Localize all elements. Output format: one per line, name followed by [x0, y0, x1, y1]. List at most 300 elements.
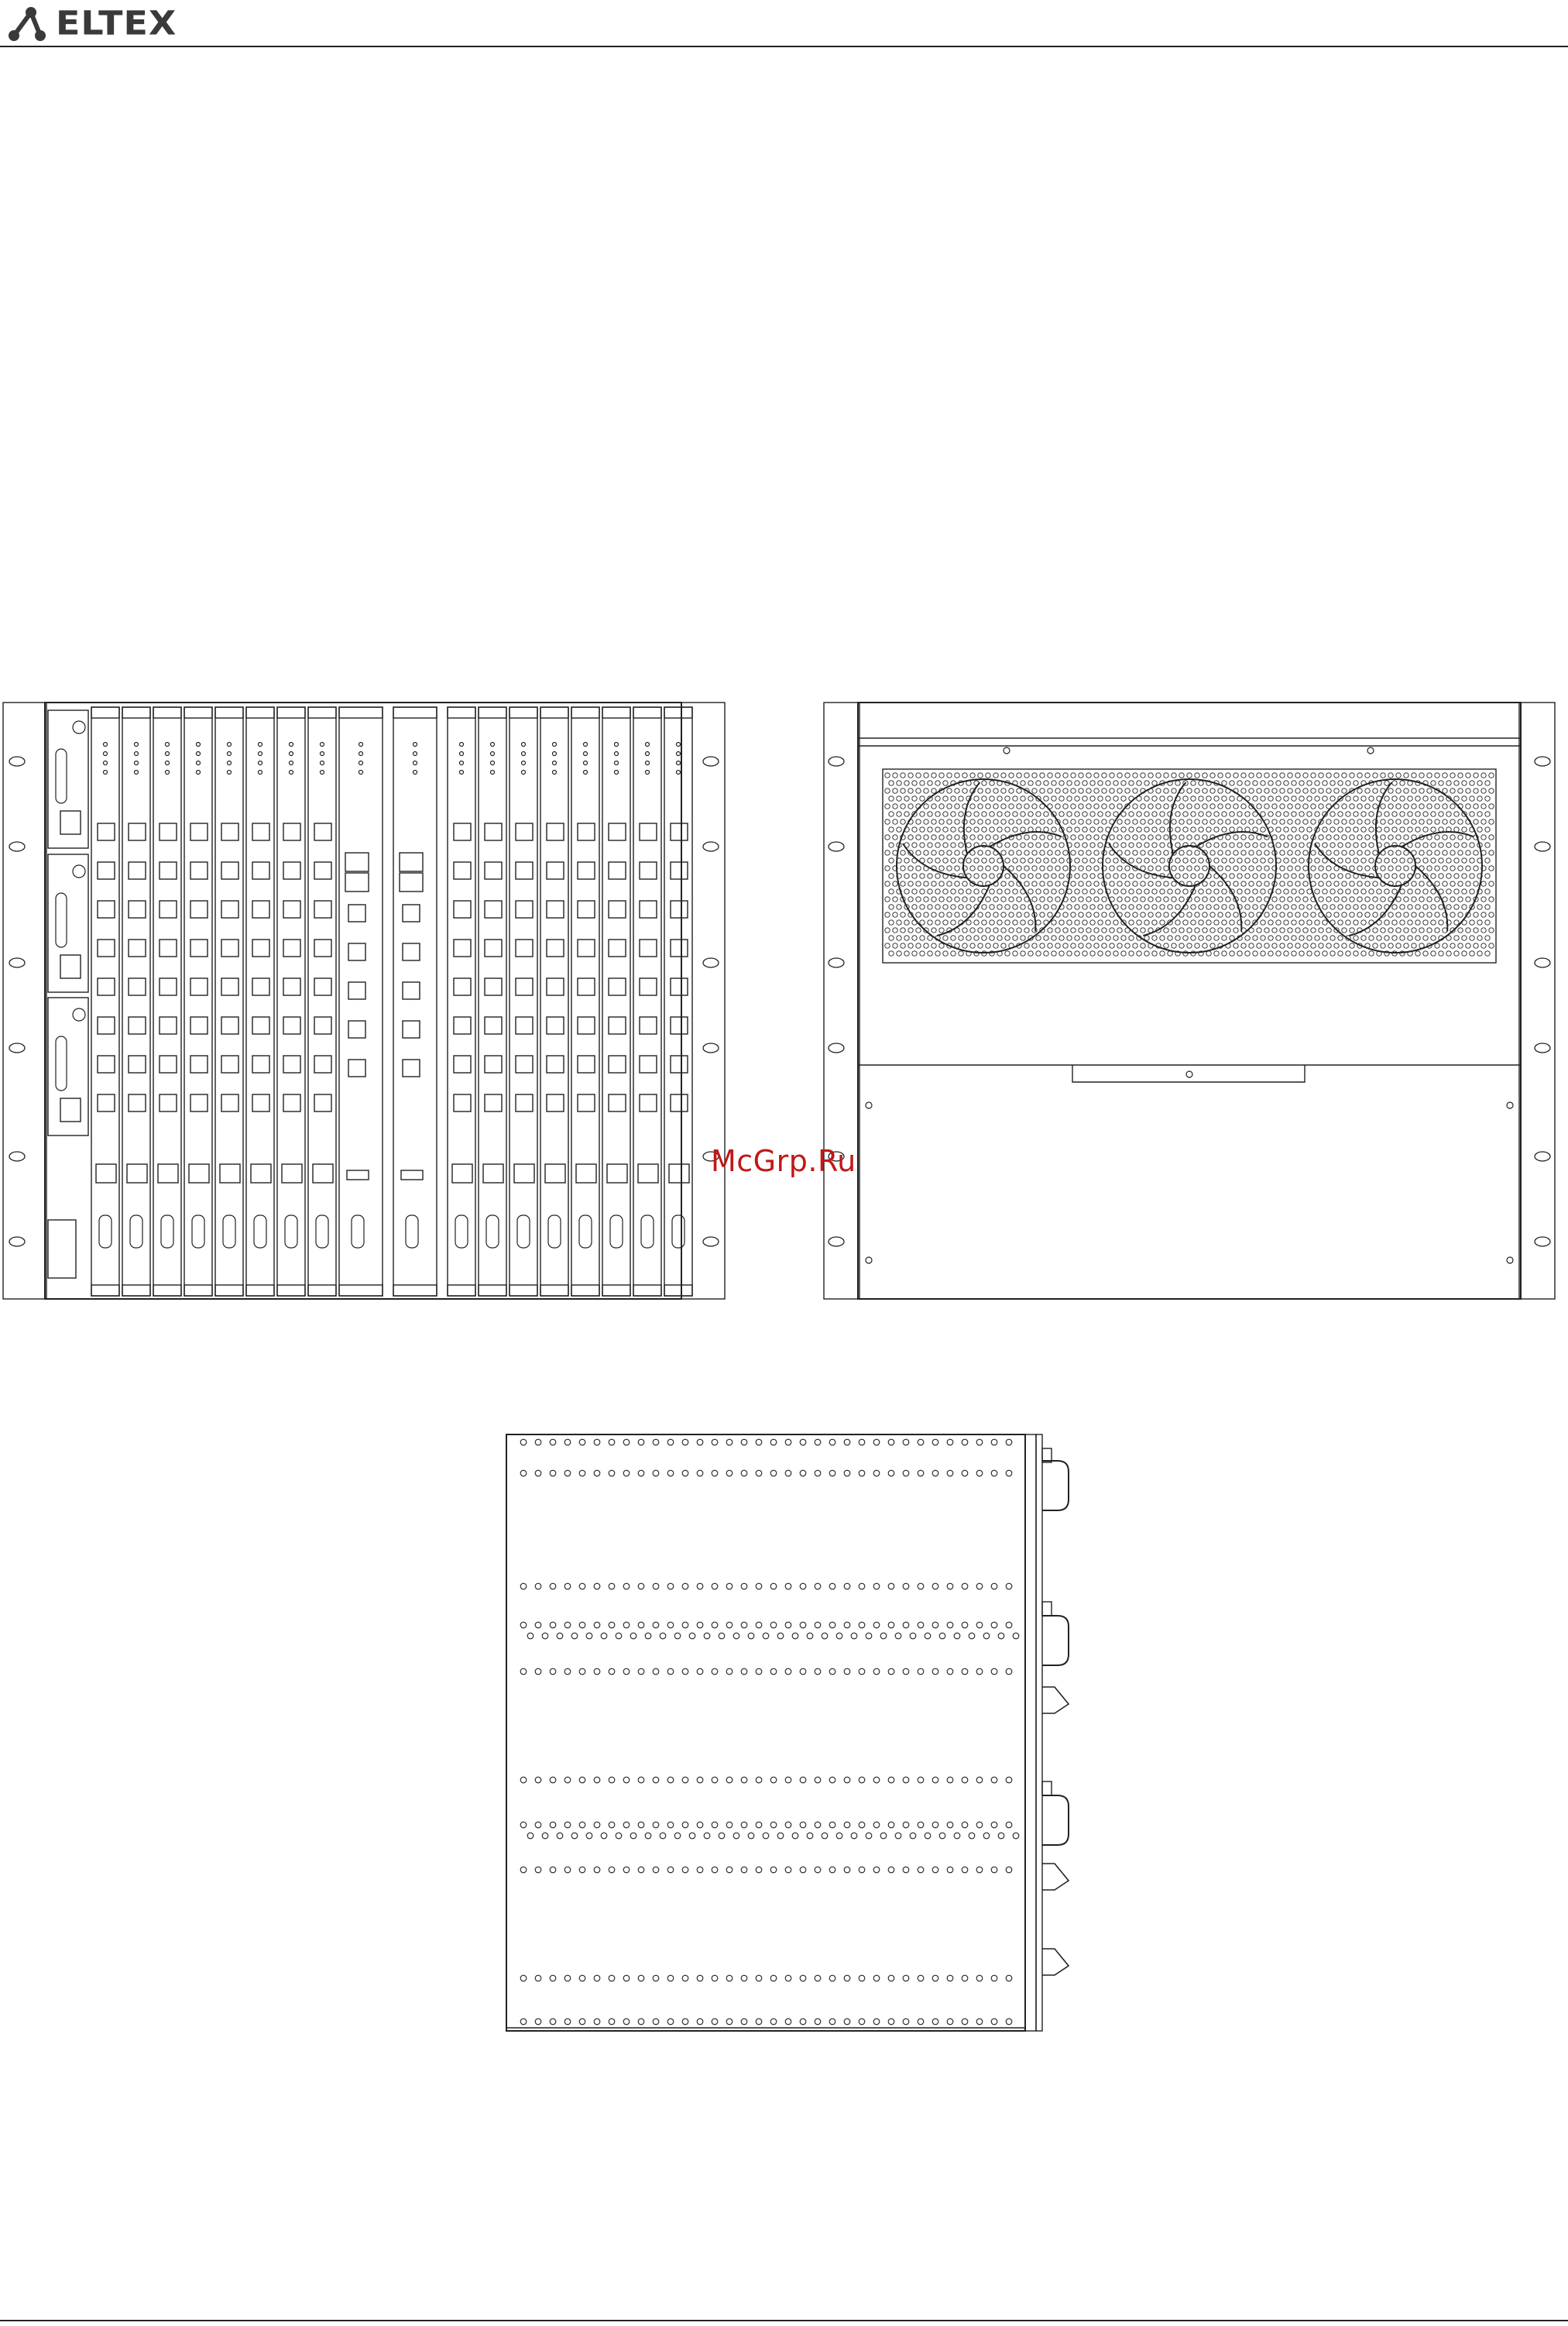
rj45-port — [160, 1056, 177, 1073]
rj45-port — [516, 901, 533, 918]
status-led — [522, 752, 526, 756]
line-card-slot — [153, 707, 181, 1296]
status-led — [228, 771, 232, 775]
card-latch-top — [510, 707, 537, 718]
card-latch-bottom — [339, 1285, 383, 1296]
rj45-port — [454, 901, 471, 918]
psu-connector — [60, 1098, 81, 1122]
status-led — [615, 761, 619, 765]
rj45-port — [314, 1094, 331, 1111]
rj45-port — [221, 978, 238, 995]
status-led — [584, 743, 588, 747]
status-led — [677, 752, 681, 756]
rj45-port — [129, 940, 146, 957]
rj45-port — [221, 1017, 238, 1034]
rj45-port — [160, 1094, 177, 1111]
mount-hole — [703, 757, 719, 766]
status-led — [615, 771, 619, 775]
rj45-port — [547, 823, 564, 840]
rj45-port — [485, 823, 502, 840]
card-latch-bottom — [664, 1285, 692, 1296]
psu-handle — [56, 749, 67, 803]
handle-low — [1042, 1795, 1069, 1845]
rj45-port — [252, 1017, 269, 1034]
vent-hole-row — [520, 1975, 1012, 1981]
serial-port — [579, 1215, 592, 1248]
side-view-svg — [503, 1431, 1076, 2036]
card-latch-bottom — [540, 1285, 568, 1296]
rj45-port — [640, 823, 657, 840]
status-led — [460, 752, 464, 756]
status-led — [413, 743, 417, 747]
fan-grille-holes — [885, 773, 1494, 956]
rj45-port — [454, 862, 471, 879]
eltex-logo-icon — [5, 5, 50, 42]
status-led — [135, 752, 139, 756]
header-divider — [0, 46, 1568, 47]
rj45-port — [485, 978, 502, 995]
rj45-port — [578, 901, 595, 918]
status-led — [677, 743, 681, 747]
rj45-port — [516, 1056, 533, 1073]
status-led — [321, 743, 324, 747]
card-latch-bottom — [479, 1285, 506, 1296]
card-latch-top — [479, 707, 506, 718]
rj45-port — [348, 943, 365, 960]
mount-hole — [1535, 1237, 1550, 1246]
card-latch-top — [339, 707, 383, 718]
status-led — [553, 752, 557, 756]
rj45-port — [547, 1094, 564, 1111]
rj45-port — [221, 940, 238, 957]
status-led — [259, 761, 262, 765]
status-led — [135, 771, 139, 775]
rj45-port — [314, 862, 331, 879]
mount-hole — [829, 1237, 844, 1246]
rj45-port — [454, 1056, 471, 1073]
status-led — [104, 761, 108, 765]
rj45-port — [485, 940, 502, 957]
psu-connector — [60, 811, 81, 834]
line-card-slot — [510, 707, 537, 1296]
mount-hole — [829, 842, 844, 851]
vent-hole-row — [520, 1470, 1012, 1476]
rj45-port — [547, 940, 564, 957]
card-latch-top — [393, 707, 437, 718]
line-card-slot — [393, 707, 437, 1296]
rj45-port — [314, 1056, 331, 1073]
card-latch-bottom — [571, 1285, 599, 1296]
status-led — [491, 771, 495, 775]
vent-hole-row — [520, 1822, 1019, 1839]
rj45-port — [252, 1056, 269, 1073]
right-rack-ear — [681, 703, 725, 1299]
mount-hole — [703, 842, 719, 851]
eltex-logo — [5, 5, 177, 42]
rj45-port — [485, 1056, 502, 1073]
status-led — [228, 752, 232, 756]
psu-handle — [56, 893, 67, 947]
rj45-port — [578, 862, 595, 879]
sfp-port — [345, 853, 369, 871]
status-led — [197, 743, 201, 747]
mgmt-port — [545, 1164, 565, 1183]
rj45-port — [485, 1017, 502, 1034]
rj45-port — [403, 1021, 420, 1038]
rj45-port — [403, 905, 420, 922]
usb-port — [401, 1170, 423, 1180]
rj45-port — [221, 901, 238, 918]
card-latch-bottom — [122, 1285, 150, 1296]
rj45-port — [160, 940, 177, 957]
card-latch-bottom — [602, 1285, 630, 1296]
status-led — [359, 761, 363, 765]
status-led — [615, 752, 619, 756]
status-led — [104, 743, 108, 747]
card-latch-top — [184, 707, 212, 718]
serial-port — [610, 1215, 623, 1248]
rear-screw — [1507, 1102, 1513, 1108]
status-led — [615, 743, 619, 747]
mount-hole — [1535, 1043, 1550, 1053]
mgmt-port — [127, 1164, 147, 1183]
vent-hole-row — [520, 1867, 1012, 1873]
rj45-port — [221, 1094, 238, 1111]
card-latch-top — [215, 707, 243, 718]
rj45-port — [403, 943, 420, 960]
rj45-port — [129, 823, 146, 840]
rj45-port — [485, 1094, 502, 1111]
mgmt-port — [313, 1164, 333, 1183]
rj45-port — [578, 940, 595, 957]
rj45-port — [671, 1017, 688, 1034]
mount-hole — [9, 842, 25, 851]
right-rack-ear — [1519, 703, 1555, 1299]
status-led — [522, 761, 526, 765]
console-port — [352, 1215, 364, 1248]
rear-screw — [866, 1102, 872, 1108]
rj45-port — [516, 862, 533, 879]
fan-blade — [1315, 843, 1379, 878]
rj45-port — [640, 862, 657, 879]
left-rack-ear — [824, 703, 859, 1299]
card-latch-bottom — [215, 1285, 243, 1296]
status-led — [321, 771, 324, 775]
card-latch-top — [664, 707, 692, 718]
status-led — [491, 752, 495, 756]
rj45-port — [98, 1094, 115, 1111]
line-card-slot — [122, 707, 150, 1296]
mgmt-port — [483, 1164, 503, 1183]
front-view-svg — [0, 699, 728, 1304]
mgmt-port — [638, 1164, 658, 1183]
status-led — [259, 743, 262, 747]
mgmt-port — [251, 1164, 271, 1183]
rj45-port — [283, 823, 300, 840]
rj45-port — [671, 901, 688, 918]
line-card-slot — [664, 707, 692, 1296]
card-latch-bottom — [393, 1285, 437, 1296]
mgmt-port — [607, 1164, 627, 1183]
status-led — [228, 761, 232, 765]
mount-hole — [1535, 958, 1550, 967]
status-led — [166, 761, 170, 765]
rj45-port — [98, 1056, 115, 1073]
card-latch-top — [122, 707, 150, 718]
ground-terminal — [48, 1220, 76, 1278]
rj45-port — [283, 1017, 300, 1034]
rj45-port — [160, 978, 177, 995]
rj45-port — [98, 940, 115, 957]
rj45-port — [547, 862, 564, 879]
mgmt-port — [158, 1164, 178, 1183]
rj45-port — [547, 978, 564, 995]
mgmt-port — [669, 1164, 689, 1183]
status-led — [646, 743, 650, 747]
rj45-port — [671, 940, 688, 957]
status-led — [321, 761, 324, 765]
vent-hole-row — [520, 1668, 1012, 1675]
footer-divider — [0, 2320, 1568, 2321]
rj45-port — [671, 823, 688, 840]
mgmt-port — [514, 1164, 534, 1183]
serial-port — [130, 1215, 142, 1248]
rj45-port — [640, 1094, 657, 1111]
mount-hole — [9, 757, 25, 766]
sfp-port — [400, 853, 423, 871]
mount-hole — [9, 1043, 25, 1053]
rj45-port — [671, 978, 688, 995]
card-latch-top — [540, 707, 568, 718]
serial-port — [455, 1215, 468, 1248]
serial-port — [192, 1215, 204, 1248]
rj45-port — [671, 1094, 688, 1111]
line-card-slot — [91, 707, 119, 1296]
rj45-port — [190, 1056, 208, 1073]
watermark-text: McGrp.Ru — [711, 1144, 856, 1178]
rj45-port — [129, 978, 146, 995]
rj45-port — [129, 1094, 146, 1111]
fan-hub — [1375, 846, 1415, 886]
status-led — [259, 752, 262, 756]
rj45-port — [190, 978, 208, 995]
chassis-body — [45, 703, 681, 1299]
rj45-port — [252, 978, 269, 995]
psu-screw — [73, 865, 85, 878]
rj45-port — [314, 823, 331, 840]
card-latch-top — [277, 707, 305, 718]
status-led — [413, 771, 417, 775]
rj45-port — [485, 901, 502, 918]
status-led — [359, 743, 363, 747]
card-latch-top — [448, 707, 475, 718]
front-flange-inner — [1036, 1434, 1042, 2031]
line-card-slot — [448, 707, 475, 1296]
mount-hole — [1535, 842, 1550, 851]
rear-chassis — [858, 703, 1521, 1299]
front-flange — [1025, 1434, 1036, 2031]
rj45-port — [190, 1017, 208, 1034]
rj45-port — [283, 1094, 300, 1111]
rear-view-svg — [821, 699, 1560, 1304]
rj45-port — [671, 862, 688, 879]
status-led — [104, 771, 108, 775]
rj45-port — [485, 862, 502, 879]
handle-top — [1042, 1461, 1069, 1510]
status-led — [166, 752, 170, 756]
serial-port — [517, 1215, 530, 1248]
rj45-port — [283, 978, 300, 995]
rj45-port — [314, 901, 331, 918]
rj45-port — [640, 940, 657, 957]
line-card-slot — [246, 707, 274, 1296]
rj45-port — [454, 940, 471, 957]
rj45-port — [578, 823, 595, 840]
serial-port — [548, 1215, 561, 1248]
status-led — [646, 761, 650, 765]
rj45-port — [609, 978, 626, 995]
status-led — [491, 743, 495, 747]
mount-hole — [829, 958, 844, 967]
rj45-port — [221, 1056, 238, 1073]
psu-screw — [73, 1008, 85, 1021]
status-led — [553, 743, 557, 747]
status-led — [460, 761, 464, 765]
rj45-port — [98, 978, 115, 995]
card-latch-top — [308, 707, 336, 718]
status-led — [359, 771, 363, 775]
line-card-slot — [277, 707, 305, 1296]
vent-hole-row — [520, 1583, 1012, 1589]
status-led — [413, 752, 417, 756]
rear-screw — [1507, 1257, 1513, 1263]
status-led — [166, 771, 170, 775]
status-led — [522, 771, 526, 775]
line-card-slot — [602, 707, 630, 1296]
console-port — [406, 1215, 418, 1248]
mount-hole — [703, 958, 719, 967]
line-card-slot — [633, 707, 661, 1296]
rear-view-drawing — [821, 699, 1560, 1304]
status-led — [321, 752, 324, 756]
rj45-port — [640, 1056, 657, 1073]
card-latch-bottom — [277, 1285, 305, 1296]
rj45-port — [609, 862, 626, 879]
rear-screw — [866, 1257, 872, 1263]
serial-port — [672, 1215, 684, 1248]
side-view-drawing — [503, 1431, 1076, 2036]
rj45-port — [547, 1056, 564, 1073]
card-latch-bottom — [184, 1285, 212, 1296]
mount-hole — [703, 1237, 719, 1246]
card-latch-bottom — [91, 1285, 119, 1296]
rj45-port — [252, 823, 269, 840]
status-led — [290, 771, 293, 775]
card-latch-top — [91, 707, 119, 718]
mount-hole — [9, 1152, 25, 1161]
mount-hole — [1535, 1152, 1550, 1161]
mgmt-port — [282, 1164, 302, 1183]
rj45-port — [516, 1017, 533, 1034]
status-led — [677, 761, 681, 765]
status-led — [290, 752, 293, 756]
line-card-slot — [571, 707, 599, 1296]
rj45-port — [609, 1056, 626, 1073]
mgmt-port — [96, 1164, 116, 1183]
rj45-port — [283, 1056, 300, 1073]
status-led — [228, 743, 232, 747]
rj45-port — [578, 978, 595, 995]
flange-knob — [1042, 1602, 1052, 1616]
rj45-port — [348, 1060, 365, 1077]
status-led — [522, 743, 526, 747]
serial-port — [161, 1215, 173, 1248]
vent-hole-row — [520, 2019, 1012, 2025]
status-led — [135, 761, 139, 765]
rj45-port — [129, 1017, 146, 1034]
status-led — [460, 743, 464, 747]
status-led — [197, 752, 201, 756]
card-latch-top — [153, 707, 181, 718]
rj45-port — [283, 862, 300, 879]
rj45-port — [252, 1094, 269, 1111]
latch — [1042, 1864, 1069, 1890]
rj45-port — [348, 1021, 365, 1038]
rear-screw — [1004, 747, 1010, 754]
rj45-port — [609, 901, 626, 918]
rj45-port — [403, 982, 420, 999]
page-header — [0, 0, 1568, 46]
line-card-slot — [184, 707, 212, 1296]
card-latch-bottom — [246, 1285, 274, 1296]
line-card-slot — [479, 707, 506, 1296]
psu-connector — [60, 955, 81, 978]
card-latch-top — [246, 707, 274, 718]
rj45-port — [221, 862, 238, 879]
rj45-port — [314, 978, 331, 995]
status-led — [584, 752, 588, 756]
rj45-port — [609, 1017, 626, 1034]
rj45-port — [160, 823, 177, 840]
psu-module-3 — [48, 998, 88, 1136]
mgmt-port — [220, 1164, 240, 1183]
status-led — [197, 761, 201, 765]
rj45-port — [160, 1017, 177, 1034]
card-latch-bottom — [510, 1285, 537, 1296]
mount-hole — [9, 958, 25, 967]
rj45-port — [547, 1017, 564, 1034]
serial-port — [316, 1215, 328, 1248]
rj45-port — [547, 901, 564, 918]
rj45-port — [609, 940, 626, 957]
psu-module-1 — [48, 710, 88, 848]
serial-port — [486, 1215, 499, 1248]
rj45-port — [348, 905, 365, 922]
rj45-port — [609, 1094, 626, 1111]
card-latch-top — [633, 707, 661, 718]
status-led — [646, 771, 650, 775]
rj45-port — [454, 1094, 471, 1111]
status-led — [104, 752, 108, 756]
side-panel — [506, 1434, 1025, 2031]
mount-hole — [829, 757, 844, 766]
mount-hole — [1535, 757, 1550, 766]
rj45-port — [640, 1017, 657, 1034]
rear-screw — [1367, 747, 1374, 754]
psu-module-2 — [48, 854, 88, 992]
rj45-port — [98, 823, 115, 840]
rj45-port — [190, 940, 208, 957]
